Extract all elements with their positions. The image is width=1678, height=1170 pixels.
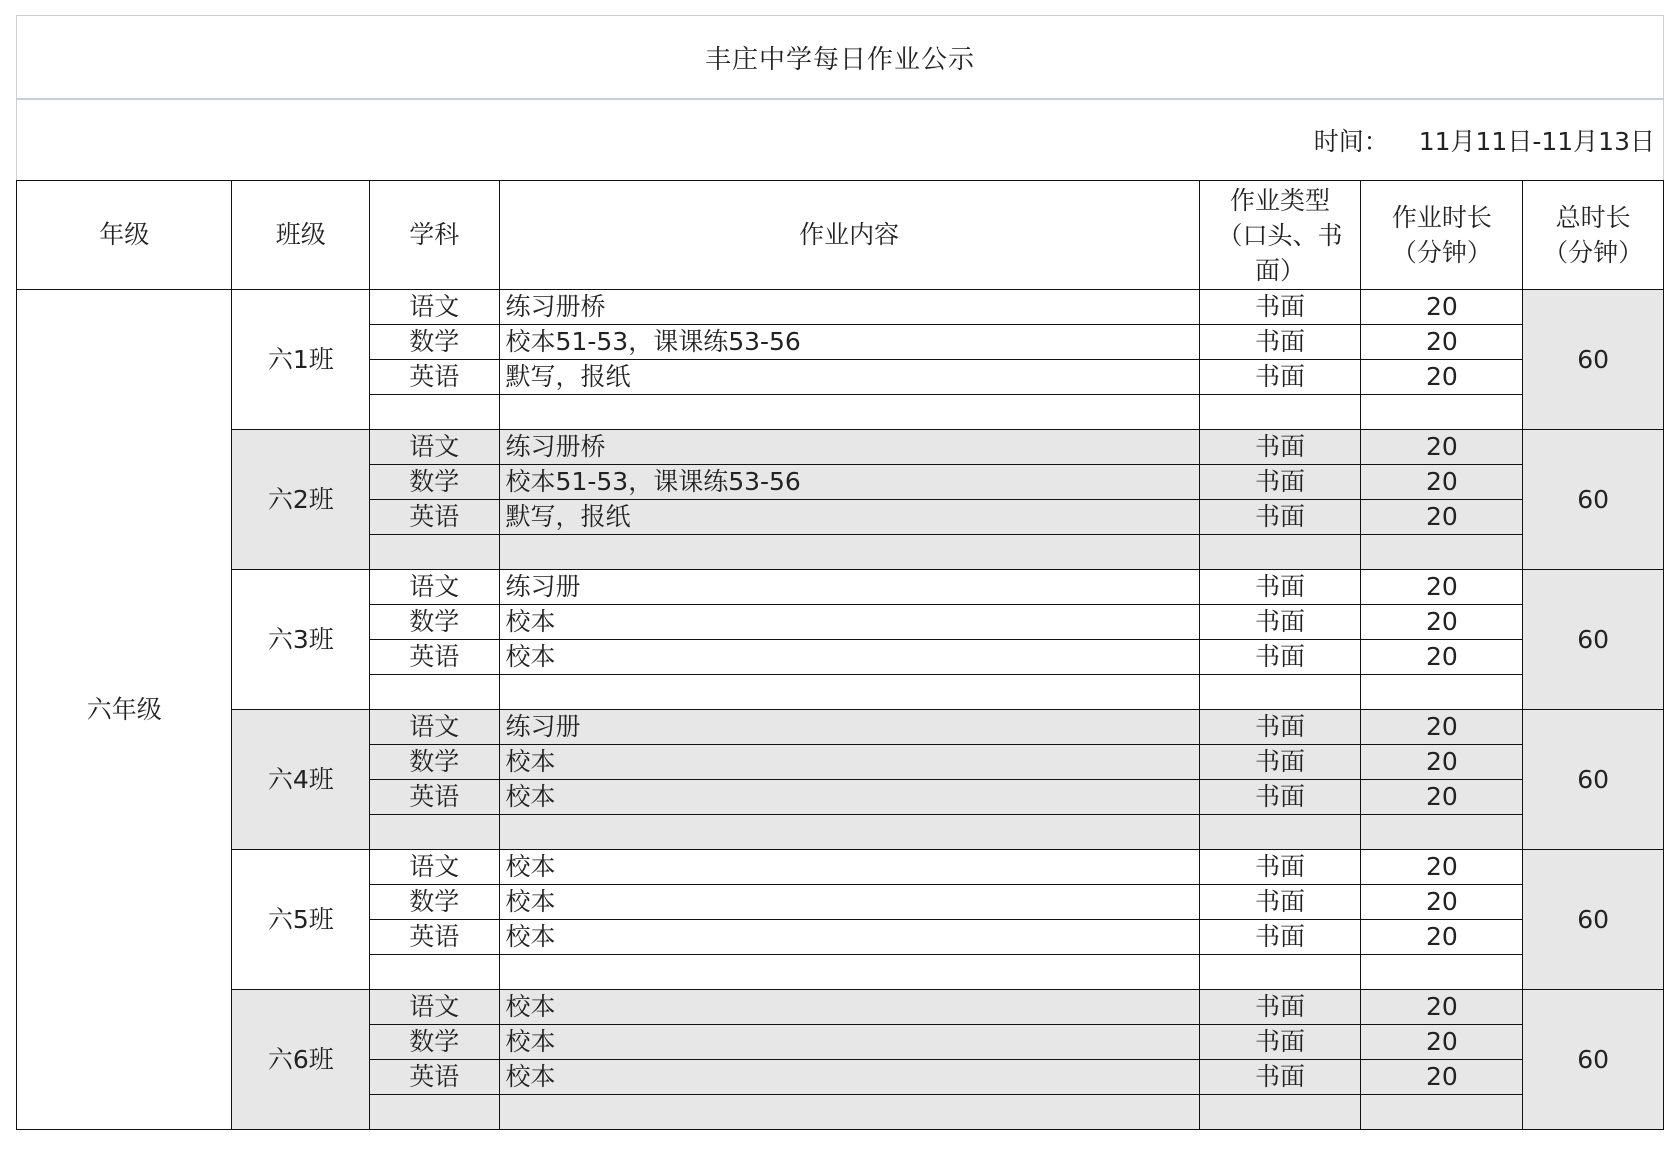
header-total-line1: 总时长 [1555, 203, 1631, 232]
class-name-cell: 六5班 [232, 850, 370, 990]
content-cell: 校本 [499, 780, 1199, 815]
header-type-line3: 面） [1255, 255, 1306, 285]
date-row [16, 100, 1664, 180]
subject-cell [370, 535, 499, 570]
minutes-cell: 20 [1361, 570, 1523, 605]
content-cell: 校本 [499, 640, 1199, 675]
minutes-cell: 20 [1361, 1025, 1523, 1060]
date-value: 11月11日-11月13日 [1418, 127, 1655, 156]
page-title: 丰庄中学每日作业公示 [704, 44, 975, 75]
minutes-cell: 20 [1361, 430, 1523, 465]
type-cell [1199, 1095, 1361, 1130]
subject-cell: 英语 [370, 640, 499, 675]
content-cell: 默写，报纸 [499, 500, 1199, 535]
homework-table [16, 180, 1664, 1130]
minutes-cell: 20 [1361, 920, 1523, 955]
class-name-cell: 六6班 [232, 990, 370, 1130]
grade-cell: 六年级 [17, 290, 232, 1130]
subject-cell: 语文 [370, 710, 499, 745]
type-cell: 书面 [1199, 885, 1361, 920]
header-content: 作业内容 [499, 181, 1199, 290]
subject-cell [370, 1095, 499, 1130]
content-cell: 练习册桥 [499, 290, 1199, 325]
type-cell [1199, 815, 1361, 850]
type-cell: 书面 [1199, 360, 1361, 395]
subject-cell [370, 675, 499, 710]
subject-cell: 数学 [370, 465, 499, 500]
header-row [17, 181, 1664, 290]
subject-cell: 数学 [370, 885, 499, 920]
minutes-cell: 20 [1361, 745, 1523, 780]
table-row [17, 710, 1664, 745]
minutes-cell: 20 [1361, 1060, 1523, 1095]
subject-cell [370, 815, 499, 850]
header-type-line1: 作业类型 [1230, 185, 1331, 215]
subject-cell: 英语 [370, 780, 499, 815]
minutes-cell: 20 [1361, 290, 1523, 325]
content-cell [499, 815, 1199, 850]
type-cell [1199, 955, 1361, 990]
homework-notice-sheet [16, 15, 1664, 1130]
content-cell: 校本 [499, 850, 1199, 885]
type-cell [1199, 535, 1361, 570]
header-duration [1361, 181, 1523, 290]
content-cell: 校本51-53，课课练53-56 [499, 325, 1199, 360]
content-cell: 校本 [499, 920, 1199, 955]
type-cell: 书面 [1199, 290, 1361, 325]
type-cell: 书面 [1199, 1025, 1361, 1060]
minutes-cell: 20 [1361, 885, 1523, 920]
table-row [17, 290, 1664, 325]
minutes-cell [1361, 955, 1523, 990]
subject-cell: 英语 [370, 920, 499, 955]
type-cell: 书面 [1199, 430, 1361, 465]
type-cell [1199, 395, 1361, 430]
class-name-cell: 六2班 [232, 430, 370, 570]
minutes-cell: 20 [1361, 710, 1523, 745]
table-row [17, 570, 1664, 605]
class-name-cell: 六4班 [232, 710, 370, 850]
total-minutes-cell: 60 [1523, 710, 1664, 850]
class-name-cell: 六3班 [232, 570, 370, 710]
content-cell: 校本 [499, 1025, 1199, 1060]
content-cell: 练习册 [499, 710, 1199, 745]
content-cell: 默写，报纸 [499, 360, 1199, 395]
type-cell: 书面 [1199, 850, 1361, 885]
subject-cell: 语文 [370, 990, 499, 1025]
title-row [16, 15, 1664, 100]
total-minutes-cell: 60 [1523, 990, 1664, 1130]
content-cell [499, 535, 1199, 570]
subject-cell: 英语 [370, 360, 499, 395]
type-cell: 书面 [1199, 500, 1361, 535]
content-cell: 校本 [499, 990, 1199, 1025]
type-cell: 书面 [1199, 605, 1361, 640]
subject-cell [370, 955, 499, 990]
content-cell: 校本51-53，课课练53-56 [499, 465, 1199, 500]
content-cell: 练习册 [499, 570, 1199, 605]
total-minutes-cell: 60 [1523, 850, 1664, 990]
minutes-cell [1361, 395, 1523, 430]
minutes-cell: 20 [1361, 640, 1523, 675]
subject-cell: 数学 [370, 605, 499, 640]
subject-cell: 语文 [370, 430, 499, 465]
minutes-cell: 20 [1361, 850, 1523, 885]
minutes-cell: 20 [1361, 465, 1523, 500]
subject-cell: 语文 [370, 570, 499, 605]
type-cell: 书面 [1199, 710, 1361, 745]
type-cell [1199, 675, 1361, 710]
minutes-cell [1361, 815, 1523, 850]
header-type [1199, 181, 1361, 290]
table-row [17, 990, 1664, 1025]
minutes-cell: 20 [1361, 990, 1523, 1025]
header-duration-line1: 作业时长 [1391, 203, 1492, 232]
type-cell: 书面 [1199, 990, 1361, 1025]
header-subject: 学科 [370, 181, 499, 290]
type-cell: 书面 [1199, 920, 1361, 955]
subject-cell: 语文 [370, 850, 499, 885]
class-name-cell: 六1班 [232, 290, 370, 430]
header-type-line2: （口头、书 [1217, 220, 1343, 250]
minutes-cell [1361, 535, 1523, 570]
subject-cell: 语文 [370, 290, 499, 325]
content-cell: 校本 [499, 605, 1199, 640]
total-minutes-cell: 60 [1523, 430, 1664, 570]
type-cell: 书面 [1199, 570, 1361, 605]
table-row [17, 850, 1664, 885]
header-total-line2: （分钟） [1543, 238, 1644, 267]
subject-cell: 数学 [370, 745, 499, 780]
subject-cell [370, 395, 499, 430]
type-cell: 书面 [1199, 1060, 1361, 1095]
minutes-cell [1361, 675, 1523, 710]
subject-cell: 英语 [370, 500, 499, 535]
header-class: 班级 [232, 181, 370, 290]
table-header [17, 181, 1664, 290]
subject-cell: 数学 [370, 1025, 499, 1060]
date-label: 时间： [1313, 127, 1389, 156]
subject-cell: 数学 [370, 325, 499, 360]
content-cell [499, 955, 1199, 990]
content-cell [499, 1095, 1199, 1130]
minutes-cell: 20 [1361, 780, 1523, 815]
header-duration-line2: （分钟） [1391, 238, 1492, 267]
content-cell [499, 675, 1199, 710]
total-minutes-cell: 60 [1523, 570, 1664, 710]
header-total [1523, 181, 1664, 290]
type-cell: 书面 [1199, 465, 1361, 500]
content-cell: 练习册桥 [499, 430, 1199, 465]
table-row [17, 430, 1664, 465]
minutes-cell: 20 [1361, 605, 1523, 640]
type-cell: 书面 [1199, 325, 1361, 360]
content-cell: 校本 [499, 885, 1199, 920]
minutes-cell: 20 [1361, 325, 1523, 360]
type-cell: 书面 [1199, 745, 1361, 780]
minutes-cell [1361, 1095, 1523, 1130]
content-cell: 校本 [499, 1060, 1199, 1095]
type-cell: 书面 [1199, 780, 1361, 815]
header-grade: 年级 [17, 181, 232, 290]
total-minutes-cell: 60 [1523, 290, 1664, 430]
type-cell: 书面 [1199, 640, 1361, 675]
content-cell: 校本 [499, 745, 1199, 780]
minutes-cell: 20 [1361, 360, 1523, 395]
table-body [17, 290, 1664, 1130]
content-cell [499, 395, 1199, 430]
minutes-cell: 20 [1361, 500, 1523, 535]
subject-cell: 英语 [370, 1060, 499, 1095]
